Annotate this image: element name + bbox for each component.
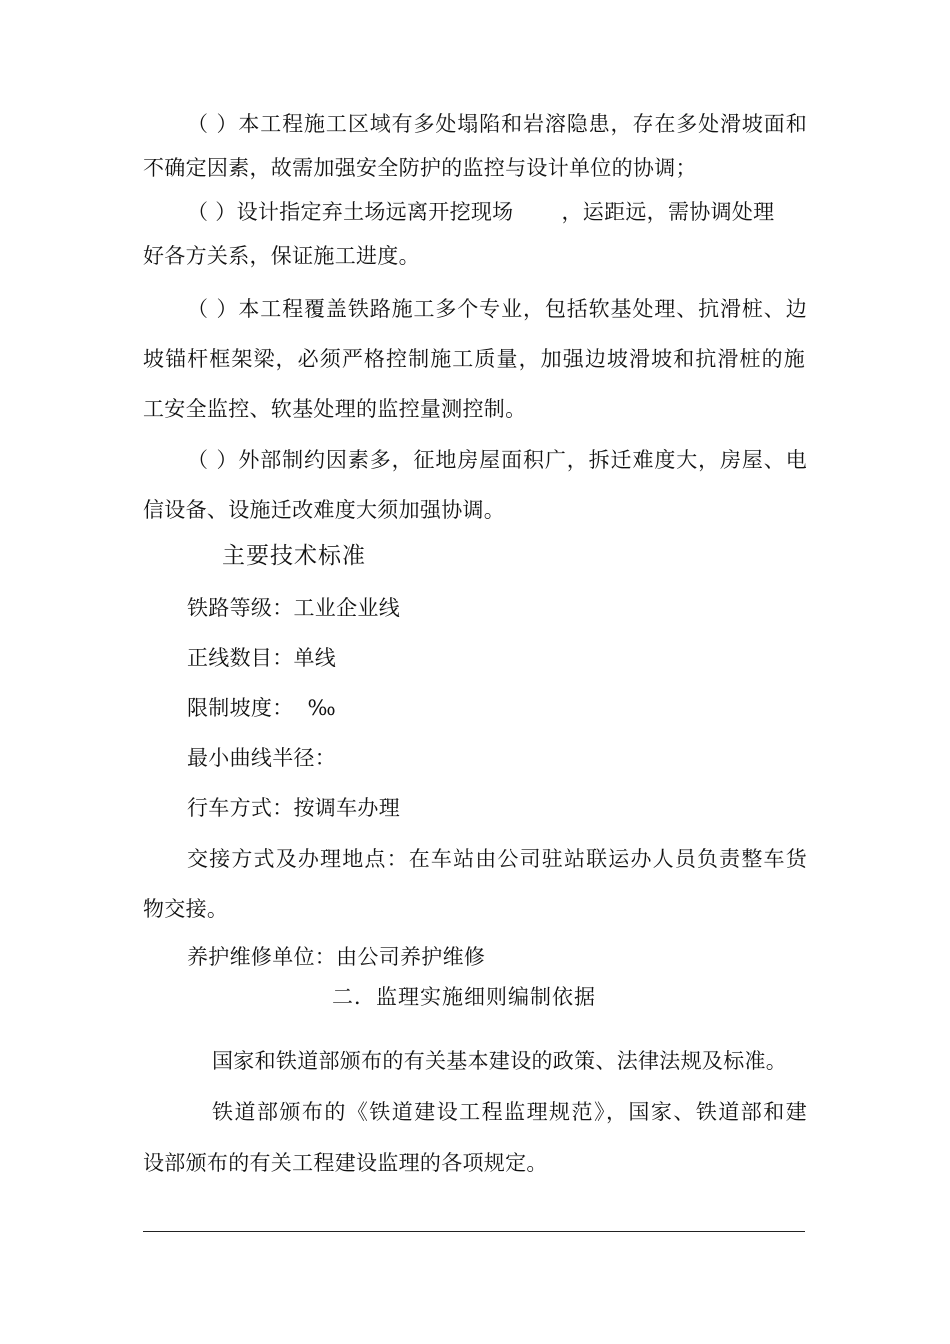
- page-bottom-rule: [143, 1231, 805, 1232]
- paragraph-3-line-1: （ ）本工程覆盖铁路施工多个专业，包括软基处理、抗滑桩、边: [187, 297, 807, 321]
- paragraph-2-line-1-part-a: （ ）设计指定弃土场远离开挖现场: [187, 200, 514, 224]
- paragraph-3-line-2: 坡锚杆框架梁，必须严格控制施工质量，加强边坡滑坡和抗滑桩的施: [143, 347, 805, 371]
- maintenance-unit: 养护维修单位：由公司养护维修: [187, 945, 486, 969]
- standards-heading: 主要技术标准: [222, 543, 366, 569]
- basis-2-line-2: 设部颁布的有关工程建设监理的各项规定。: [143, 1151, 548, 1175]
- paragraph-2-line-1-part-b: ，运距远，需协调处理: [561, 200, 775, 224]
- basis-1-line-1: 国家和铁道部颁布的有关基本建设的政策、法律法规及标准。: [212, 1049, 788, 1073]
- paragraph-3-line-3: 工安全监控、软基处理的监控量测控制。: [143, 397, 527, 421]
- basis-2-line-1: 铁道部颁布的《铁道建设工程监理规范》，国家、铁道部和建: [212, 1100, 807, 1124]
- standard-railway-grade: 铁路等级：工业企业线: [187, 596, 400, 620]
- paragraph-2-line-2: 好各方关系，保证施工进度。: [143, 244, 420, 268]
- paragraph-1-line-1: （ ）本工程施工区域有多处塌陷和岩溶隐患，存在多处滑坡面和: [187, 112, 807, 136]
- handover-line-2: 物交接。: [143, 897, 229, 921]
- handover-line-1: 交接方式及办理地点：在车站由公司驻站联运办人员负责整车货: [187, 847, 807, 871]
- paragraph-4-line-2: 信设备、设施迁改难度大须加强协调。: [143, 498, 506, 522]
- paragraph-1-line-2: 不确定因素，故需加强安全防护的监控与设计单位的协调；: [143, 156, 697, 180]
- section-2-heading: 二．监理实施细则编制依据: [332, 985, 596, 1009]
- standard-ruling-gradient: 限制坡度： ‰: [187, 696, 336, 720]
- paragraph-4-line-1: （ ）外部制约因素多，征地房屋面积广，拆迁难度大，房屋、电: [187, 448, 807, 472]
- standard-operation-mode: 行车方式：按调车办理: [187, 796, 400, 820]
- standard-min-curve-radius: 最小曲线半径：: [187, 746, 337, 770]
- paragraph-2-line-1: [187, 198, 774, 226]
- standard-main-line-count: 正线数目：单线: [187, 646, 337, 670]
